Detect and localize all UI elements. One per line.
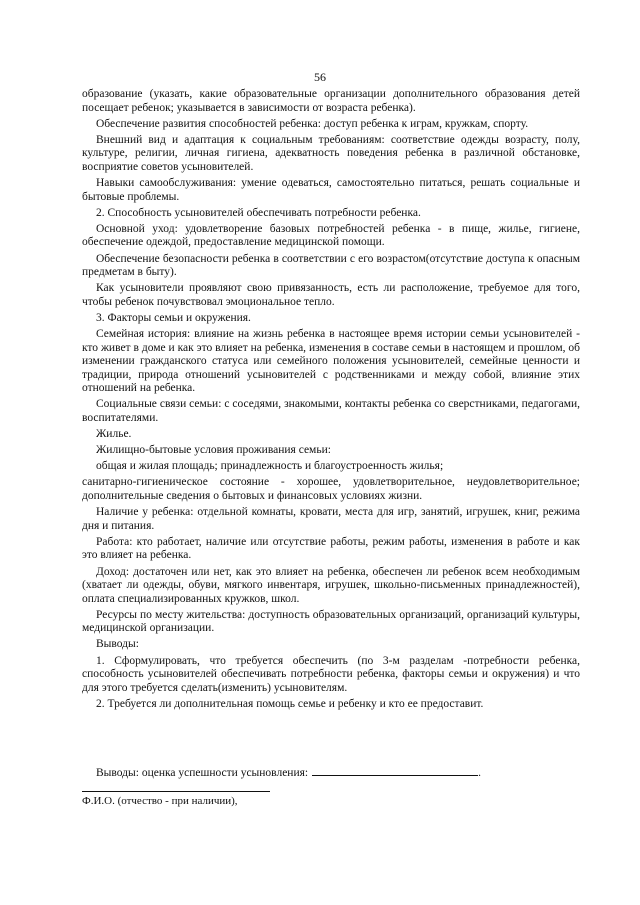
paragraph: образование (указать, какие образовательные организации дополнительного образования детей посещает ребенок; указывается в зависимости от возраста ребенка).: [82, 88, 580, 114]
conclusions-heading: Выводы:: [96, 638, 139, 651]
paragraph: Ресурсы по месту жительства: доступность образовательных организаций, организаций культуры, медицинской организации.: [82, 608, 580, 635]
paragraph: Основной уход: удовлетворение базовых потребностей ребенка - в пище, жилье, гигиене, обеспечение одеждой, предоставление медицинской помощи.: [82, 222, 580, 249]
paragraph: Обеспечение развития способностей ребенка: доступ ребенка к играм, кружкам, спорту.: [96, 117, 529, 130]
paragraph: Жилищно-бытовые условия проживания семьи:: [96, 444, 331, 457]
paragraph: 2. Требуется ли дополнительная помощь семье и ребенку и кто ее предоставит.: [96, 697, 484, 710]
paragraph: Обеспечение безопасности ребенка в соответствии с его возрастом(отсутствие доступа к опасным предметам в быту).: [82, 252, 580, 279]
conclusion-end: .: [478, 767, 481, 779]
section-heading-2: 2. Способность усыновителей обеспечивать потребности ребенка.: [96, 206, 421, 219]
footnote: Ф.И.О. (отчество - при наличии),: [82, 795, 238, 807]
paragraph: 1. Сформулировать, что требуется обеспечить (по 3-м разделам -потребности ребенка, способность усыновителей обеспечивать потребности ребенка, факторы семьи и окружения) и что для этого требуется сделать(изменить) усыновителям.: [82, 654, 580, 694]
section-heading-3: 3. Факторы семьи и окружения.: [96, 311, 251, 324]
footnote-divider: [82, 791, 270, 792]
paragraph: Семейная история: влияние на жизнь ребенка в настоящее время истории семьи усыновителей - кто живет в доме и как это влияет на ребенка, изменения в составе семьи в настоящем и прошлом, об изменении гражданского статуса или семейного положения усыновителей, семейные ценности и традиции, природа отношений усыновителей с родственниками и между собой, влияние этих отношений на ребенка.: [82, 328, 580, 395]
conclusion-label: Выводы: оценка успешности усыновления:: [96, 767, 309, 779]
paragraph: Социальные связи семьи: с соседями, знакомыми, контакты ребенка со сверстниками, педагогами, воспитателями.: [82, 398, 580, 425]
conclusion-line: [96, 765, 580, 780]
paragraph: общая и жилая площадь; принадлежность и благоустроенность жилья;: [96, 460, 444, 473]
paragraph: санитарно-гигиеническое состояние - хорошее, удовлетворительное, неудовлетворительное; дополнительные сведения о бытовых и финансовых условиях жизни.: [82, 476, 580, 503]
document-body: [82, 88, 580, 714]
conclusion-blank: [312, 765, 478, 776]
paragraph: Работа: кто работает, наличие или отсутствие работы, режим работы, изменения в работе и как это влияет на ребенка.: [82, 535, 580, 562]
paragraph: Жилье.: [96, 428, 132, 441]
paragraph: Доход: достаточен или нет, как это влияет на ребенка, обеспечен ли ребенок всем необходимым (хватает ли одежды, обуви, мягкого инвентаря, игрушек, школьно-письменных принадлежностей), оплата специализированных кружков, школ.: [82, 565, 580, 605]
paragraph: Как усыновители проявляют свою привязанность, есть ли расположение, требуемое для того, чтобы ребенок почувствовал эмоциональное тепло.: [82, 282, 580, 308]
paragraph: Внешний вид и адаптация к социальным требованиям: соответствие одежды возрасту, полу, культуре, религии, личная гигиена, адекватность поведения ребенка в различной обстановке, восприятие советов усыновителей.: [82, 133, 580, 173]
paragraph: Навыки самообслуживания: умение одеваться, самостоятельно питаться, решать социальные и бытовые проблемы.: [82, 177, 580, 203]
paragraph: Наличие у ребенка: отдельной комнаты, кровати, места для игр, занятий, игрушек, книг, режима дня и питания.: [82, 506, 580, 532]
page-number: 56: [314, 70, 326, 84]
